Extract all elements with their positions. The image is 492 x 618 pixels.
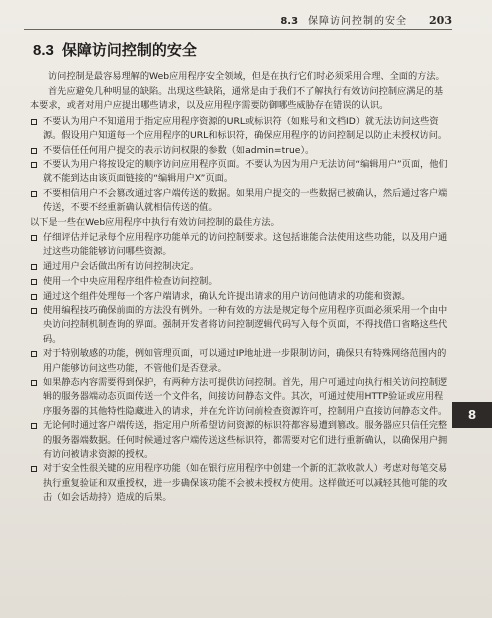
- list-item: [30, 115, 452, 143]
- list-item: [30, 462, 452, 505]
- bullet-box-icon: [31, 235, 37, 241]
- intro-paragraph: 访问控制是最容易理解的Web应用程序安全领域，但是在执行它们时必须采用合理、全面的方法。: [48, 71, 445, 82]
- list-item-text: 不要认为用户将按设定的顺序访问应用程序页面。不要认为因为用户无法访问“编辑用户”页面，他们就不能到达由该页面链接的“编辑用户X”页面。: [43, 159, 448, 185]
- list-item: [30, 376, 452, 419]
- section-heading-number: 8.3: [33, 42, 54, 59]
- list-item-text: 不要信任任何用户提交的表示访问权限的参数（如admin=true）。: [43, 144, 315, 156]
- list-item: [30, 231, 452, 259]
- list-item: [30, 158, 452, 186]
- section-body: [30, 70, 452, 506]
- pitfall-list: [30, 115, 452, 216]
- list-item: [30, 290, 452, 304]
- list-item: [30, 275, 452, 289]
- bullet-box-icon: [31, 279, 37, 285]
- list-item: [30, 144, 452, 158]
- list-item-text: 如果静态内容需要得到保护，有两种方法可提供访问控制。首先，用户可通过向执行相关访问控制逻辑的服务器端动态页面传送一个文件名，间接访问静态文件。其次，可通过使用HTTP验证或应用程序服务器的其他特性隐藏进入的请求，并在允许访问前检查资源许可，控制用户直接访问静态文件。: [43, 377, 448, 417]
- list-item: [30, 304, 452, 347]
- bullet-box-icon: [31, 162, 37, 168]
- header-title: 保障访问控制的安全: [308, 16, 408, 27]
- list-item-text: 通过这个组件处理每一个客户端请求，确认允许提出请求的用户访问他请求的功能和资源。: [43, 290, 411, 302]
- running-header: [24, 12, 452, 30]
- section-heading: [33, 39, 197, 60]
- list-item-text: 对于特别敏感的功能，例如管理页面，可以通过IP地址进一步限制访问，确保只有特殊网络范围内的用户能够访问这些功能，不管他们是否登录。: [43, 348, 447, 374]
- list-item-text: 无论何时通过客户端传送，指定用户所希望访问资源的标识符都容易遭到篡改。服务器应只信任完整的服务器端数据。任何时候通过客户端传送这些标识符，都需要对它们进行重新确认，以确保用户拥有访问被请求资源的授权。: [43, 420, 448, 460]
- list-item-text: 通过用户会话做出所有访问控制决定。: [43, 261, 200, 273]
- list-item-text: 不要相信用户不会篡改通过客户端传送的数据。如果用户提交的一些数据已被确认，然后通过客户端传送，不要不经重新确认就相信传送的值。: [43, 188, 448, 214]
- bullet-box-icon: [31, 264, 37, 270]
- list-item-text: 仔细评估并记录每个应用程序功能单元的访问控制要求。这包括谁能合法使用这些功能，以及用户通过这些功能能够访问哪些资源。: [43, 232, 448, 258]
- page-number: 203: [429, 14, 452, 27]
- list-item: [30, 419, 452, 462]
- bullet-box-icon: [31, 191, 37, 197]
- list-item-text: 不要认为用户不知道用于指定应用程序资源的URL或标识符（如账号和文档ID）就无法访问这些资源。假设用户知道每一个应用程序的URL和标识符，确保应用程序的访问控制足以防止未授权访问。: [43, 115, 448, 141]
- transition-paragraph: 以下是一些在Web应用程序中执行有效访问控制的最佳方法。: [30, 217, 280, 229]
- bullet-box-icon: [31, 119, 37, 125]
- bullet-box-icon: [31, 148, 37, 154]
- list-item-text: 对于安全性很关键的应用程序功能（如在银行应用程序中创建一个新的汇款收款人）考虑对每笔交易执行重复验证和双重授权，进一步确保该功能不会被未授权方使用。这样做还可以减轻其他可能的攻击（如会话劫持）造成的后果。: [43, 463, 448, 503]
- bullet-box-icon: [31, 294, 37, 300]
- best-practice-list: [30, 231, 452, 505]
- list-item: [30, 187, 452, 215]
- bullet-box-icon: [31, 308, 37, 314]
- intro-paragraph: 首先应避免几种明显的缺陷。出现这些缺陷，通常是由于我们不了解执行有效访问控制应满足的基本要求，或者对用户应提出哪些请求，以及应用程序需要防御哪些威胁存在错误的认识。: [30, 86, 444, 112]
- header-section-number: 8.3: [280, 16, 299, 27]
- section-heading-text: 保障访问控制的安全: [61, 41, 197, 59]
- bullet-box-icon: [31, 380, 37, 386]
- bullet-box-icon: [31, 423, 37, 429]
- chapter-thumb-tab: 8: [452, 402, 492, 428]
- bullet-box-icon: [31, 351, 37, 357]
- list-item: [30, 347, 452, 375]
- bullet-box-icon: [31, 466, 37, 472]
- list-item-text: 使用编程技巧确保前面的方法没有例外。一种有效的方法是规定每个应用程序页面必须采用一个由中央访问控制机制查询的界面。强制开发者将访问控制逻辑代码写入每个页面，不得找借口省略这些代码。: [43, 305, 448, 345]
- list-item-text: 使用一个中央应用程序组件检查访问控制。: [43, 275, 218, 287]
- list-item: [30, 260, 452, 274]
